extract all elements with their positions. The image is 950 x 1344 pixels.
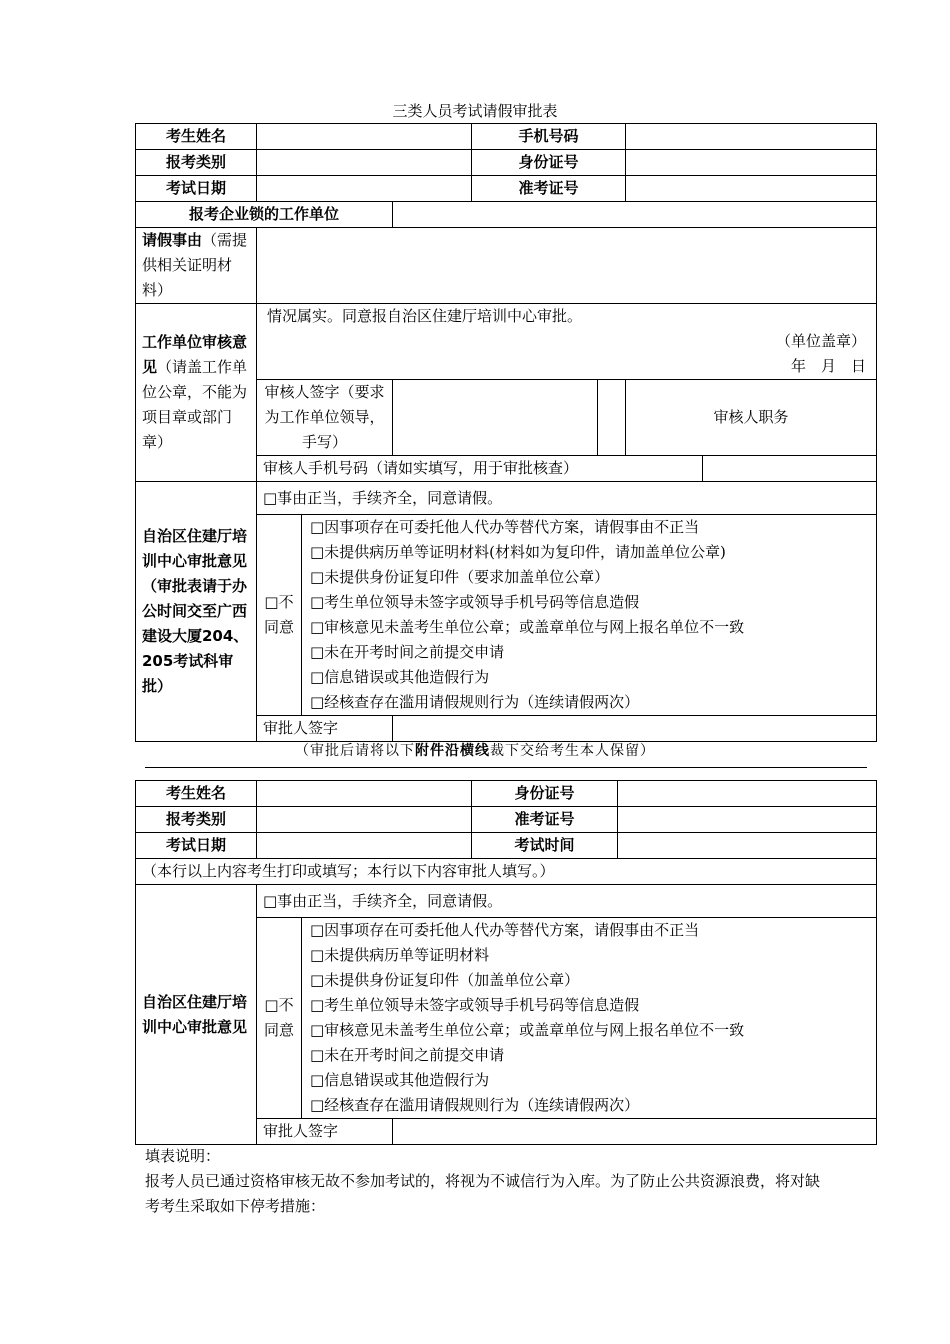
center-review-label-cell: [136, 482, 257, 742]
approver-sign-label: 审批人签字: [257, 1119, 393, 1145]
label-exam-time: 考试时间: [472, 833, 618, 859]
reason-option[interactable]: □考生单位领导未签字或领导手机号码等信息造假: [310, 593, 640, 611]
label-category: 报考类别: [136, 150, 257, 176]
work-review-text: 情况属实。同意报自治区住建厅培训中心审批。: [267, 307, 583, 325]
reason-option[interactable]: □未提供身份证复印件（加盖单位公章）: [310, 971, 580, 989]
category-field[interactable]: [257, 807, 472, 833]
id-number-field[interactable]: [618, 781, 877, 807]
explain-heading: 填表说明：: [145, 1147, 221, 1165]
reason-option[interactable]: □审核意见未盖考生单位公章；或盖章单位与网上报名单位不一致: [310, 1021, 745, 1039]
label-exam-date: 考试日期: [136, 176, 257, 202]
label-name: 考生姓名: [136, 124, 257, 150]
phone-field[interactable]: [626, 124, 877, 150]
exam-time-field[interactable]: [618, 833, 877, 859]
label-category: 报考类别: [136, 807, 257, 833]
fill-note: （本行以上内容考生打印或填写；本行以下内容审批人填写。）: [136, 859, 877, 885]
work-review-hint: （请盖工作单位公章，不能为项目章或部门章）: [142, 358, 248, 451]
disagree-option[interactable]: □不同意: [257, 515, 302, 716]
approver-sign-field[interactable]: [393, 1119, 877, 1145]
reason-option[interactable]: □未提供病历单等证明材料(材料如为复印件，请加盖单位公章): [310, 543, 726, 561]
ticket-number-field[interactable]: [618, 807, 877, 833]
leave-receipt-table: [135, 780, 877, 1145]
reviewer-sign-label: 审核人签字（要求为工作单位领导，手写）: [257, 380, 393, 456]
reason-option[interactable]: □信息错误或其他造假行为: [310, 1071, 490, 1089]
cut-note-post: 裁下交给考生本人保留）: [490, 743, 655, 759]
explain-text: 报考人员已通过资格审核无故不参加考试的，将视为不诚信行为入库。为了防止公共资源浪费，将对缺考考生采取如下停考措施：: [145, 1172, 821, 1215]
reason-option[interactable]: □信息错误或其他造假行为: [310, 668, 490, 686]
reason-option[interactable]: □经核查存在滥用请假规则行为（连续请假两次）: [310, 1096, 640, 1114]
reason-field[interactable]: [257, 228, 877, 304]
work-review-label-cell: [136, 304, 257, 482]
label-id-number: 身份证号: [472, 150, 626, 176]
disagree-reasons: [302, 918, 877, 1119]
label-phone: 手机号码: [472, 124, 626, 150]
leave-application-table: [135, 123, 877, 742]
reviewer-phone-label: 审核人手机号码（请如实填写，用于审批核查）: [257, 456, 703, 482]
cut-note-bold: 附件沿横线: [415, 743, 490, 759]
reviewer-gap-cell: [598, 380, 626, 456]
label-exam-date: 考试日期: [136, 833, 257, 859]
name-field[interactable]: [257, 124, 472, 150]
center-review-hint: （审批表请于办公时间交至广西建设大厦204、205考试科审批）: [142, 577, 249, 695]
reason-label: 请假事由: [142, 231, 203, 249]
work-review-label: 工作单位审核意见: [142, 333, 248, 376]
reason-option[interactable]: □经核查存在滥用请假规则行为（连续请假两次）: [310, 693, 640, 711]
center-review-label: 自治区住建厅培训中心审批意见: [142, 527, 248, 570]
ticket-number-field[interactable]: [626, 176, 877, 202]
exam-date-field[interactable]: [257, 833, 472, 859]
reason-option[interactable]: □未提供病历单等证明材料: [310, 946, 490, 964]
work-unit-field[interactable]: [393, 202, 877, 228]
label-work-unit: 报考企业锁的工作单位: [136, 202, 393, 228]
cut-note-pre: （审批后请将以下: [295, 743, 415, 759]
reason-option[interactable]: □审核意见未盖考生单位公章；或盖章单位与网上报名单位不一致: [310, 618, 745, 636]
reason-option[interactable]: □未在开考时间之前提交申请: [310, 1046, 505, 1064]
reviewer-phone-field[interactable]: [703, 456, 877, 482]
agree-option[interactable]: □事由正当，手续齐全，同意请假。: [257, 885, 877, 918]
disagree-option[interactable]: □不同意: [257, 918, 302, 1119]
reviewer-post-label: 审核人职务: [626, 380, 877, 456]
id-number-field[interactable]: [626, 150, 877, 176]
reason-label-cell: [136, 228, 257, 304]
unit-seal-text: （单位盖章）: [776, 332, 867, 350]
reason-option[interactable]: □因事项存在可委托他人代办等替代方案，请假事由不正当: [310, 921, 700, 939]
date-line: 年 月 日: [791, 357, 867, 375]
center-review-label: [136, 885, 257, 1145]
cut-line: [145, 767, 867, 768]
cut-instruction: [0, 740, 950, 760]
reason-option[interactable]: □未在开考时间之前提交申请: [310, 643, 505, 661]
exam-date-field[interactable]: [257, 176, 472, 202]
category-field[interactable]: [257, 150, 472, 176]
approver-sign-field[interactable]: [393, 716, 877, 742]
label-name: 考生姓名: [136, 781, 257, 807]
label-ticket-number: 准考证号: [472, 807, 618, 833]
reason-option[interactable]: □未提供身份证复印件（要求加盖单位公章）: [310, 568, 610, 586]
label-ticket-number: 准考证号: [472, 176, 626, 202]
label-id-number: 身份证号: [472, 781, 618, 807]
approver-sign-label: 审批人签字: [257, 716, 393, 742]
center-review-label-text: 自治区住建厅培训中心审批意见: [142, 992, 248, 1036]
form-title: 三类人员考试请假审批表: [392, 102, 558, 120]
reason-hint: （需提供相关证明材料）: [142, 231, 248, 299]
reason-option[interactable]: □考生单位领导未签字或领导手机号码等信息造假: [310, 996, 640, 1014]
name-field[interactable]: [257, 781, 472, 807]
disagree-reasons: [302, 515, 877, 716]
work-review-opinion: [257, 304, 877, 380]
reviewer-sign-field[interactable]: [393, 380, 598, 456]
agree-option[interactable]: □事由正当，手续齐全，同意请假。: [257, 482, 877, 515]
reason-option[interactable]: □因事项存在可委托他人代办等替代方案，请假事由不正当: [310, 518, 700, 536]
